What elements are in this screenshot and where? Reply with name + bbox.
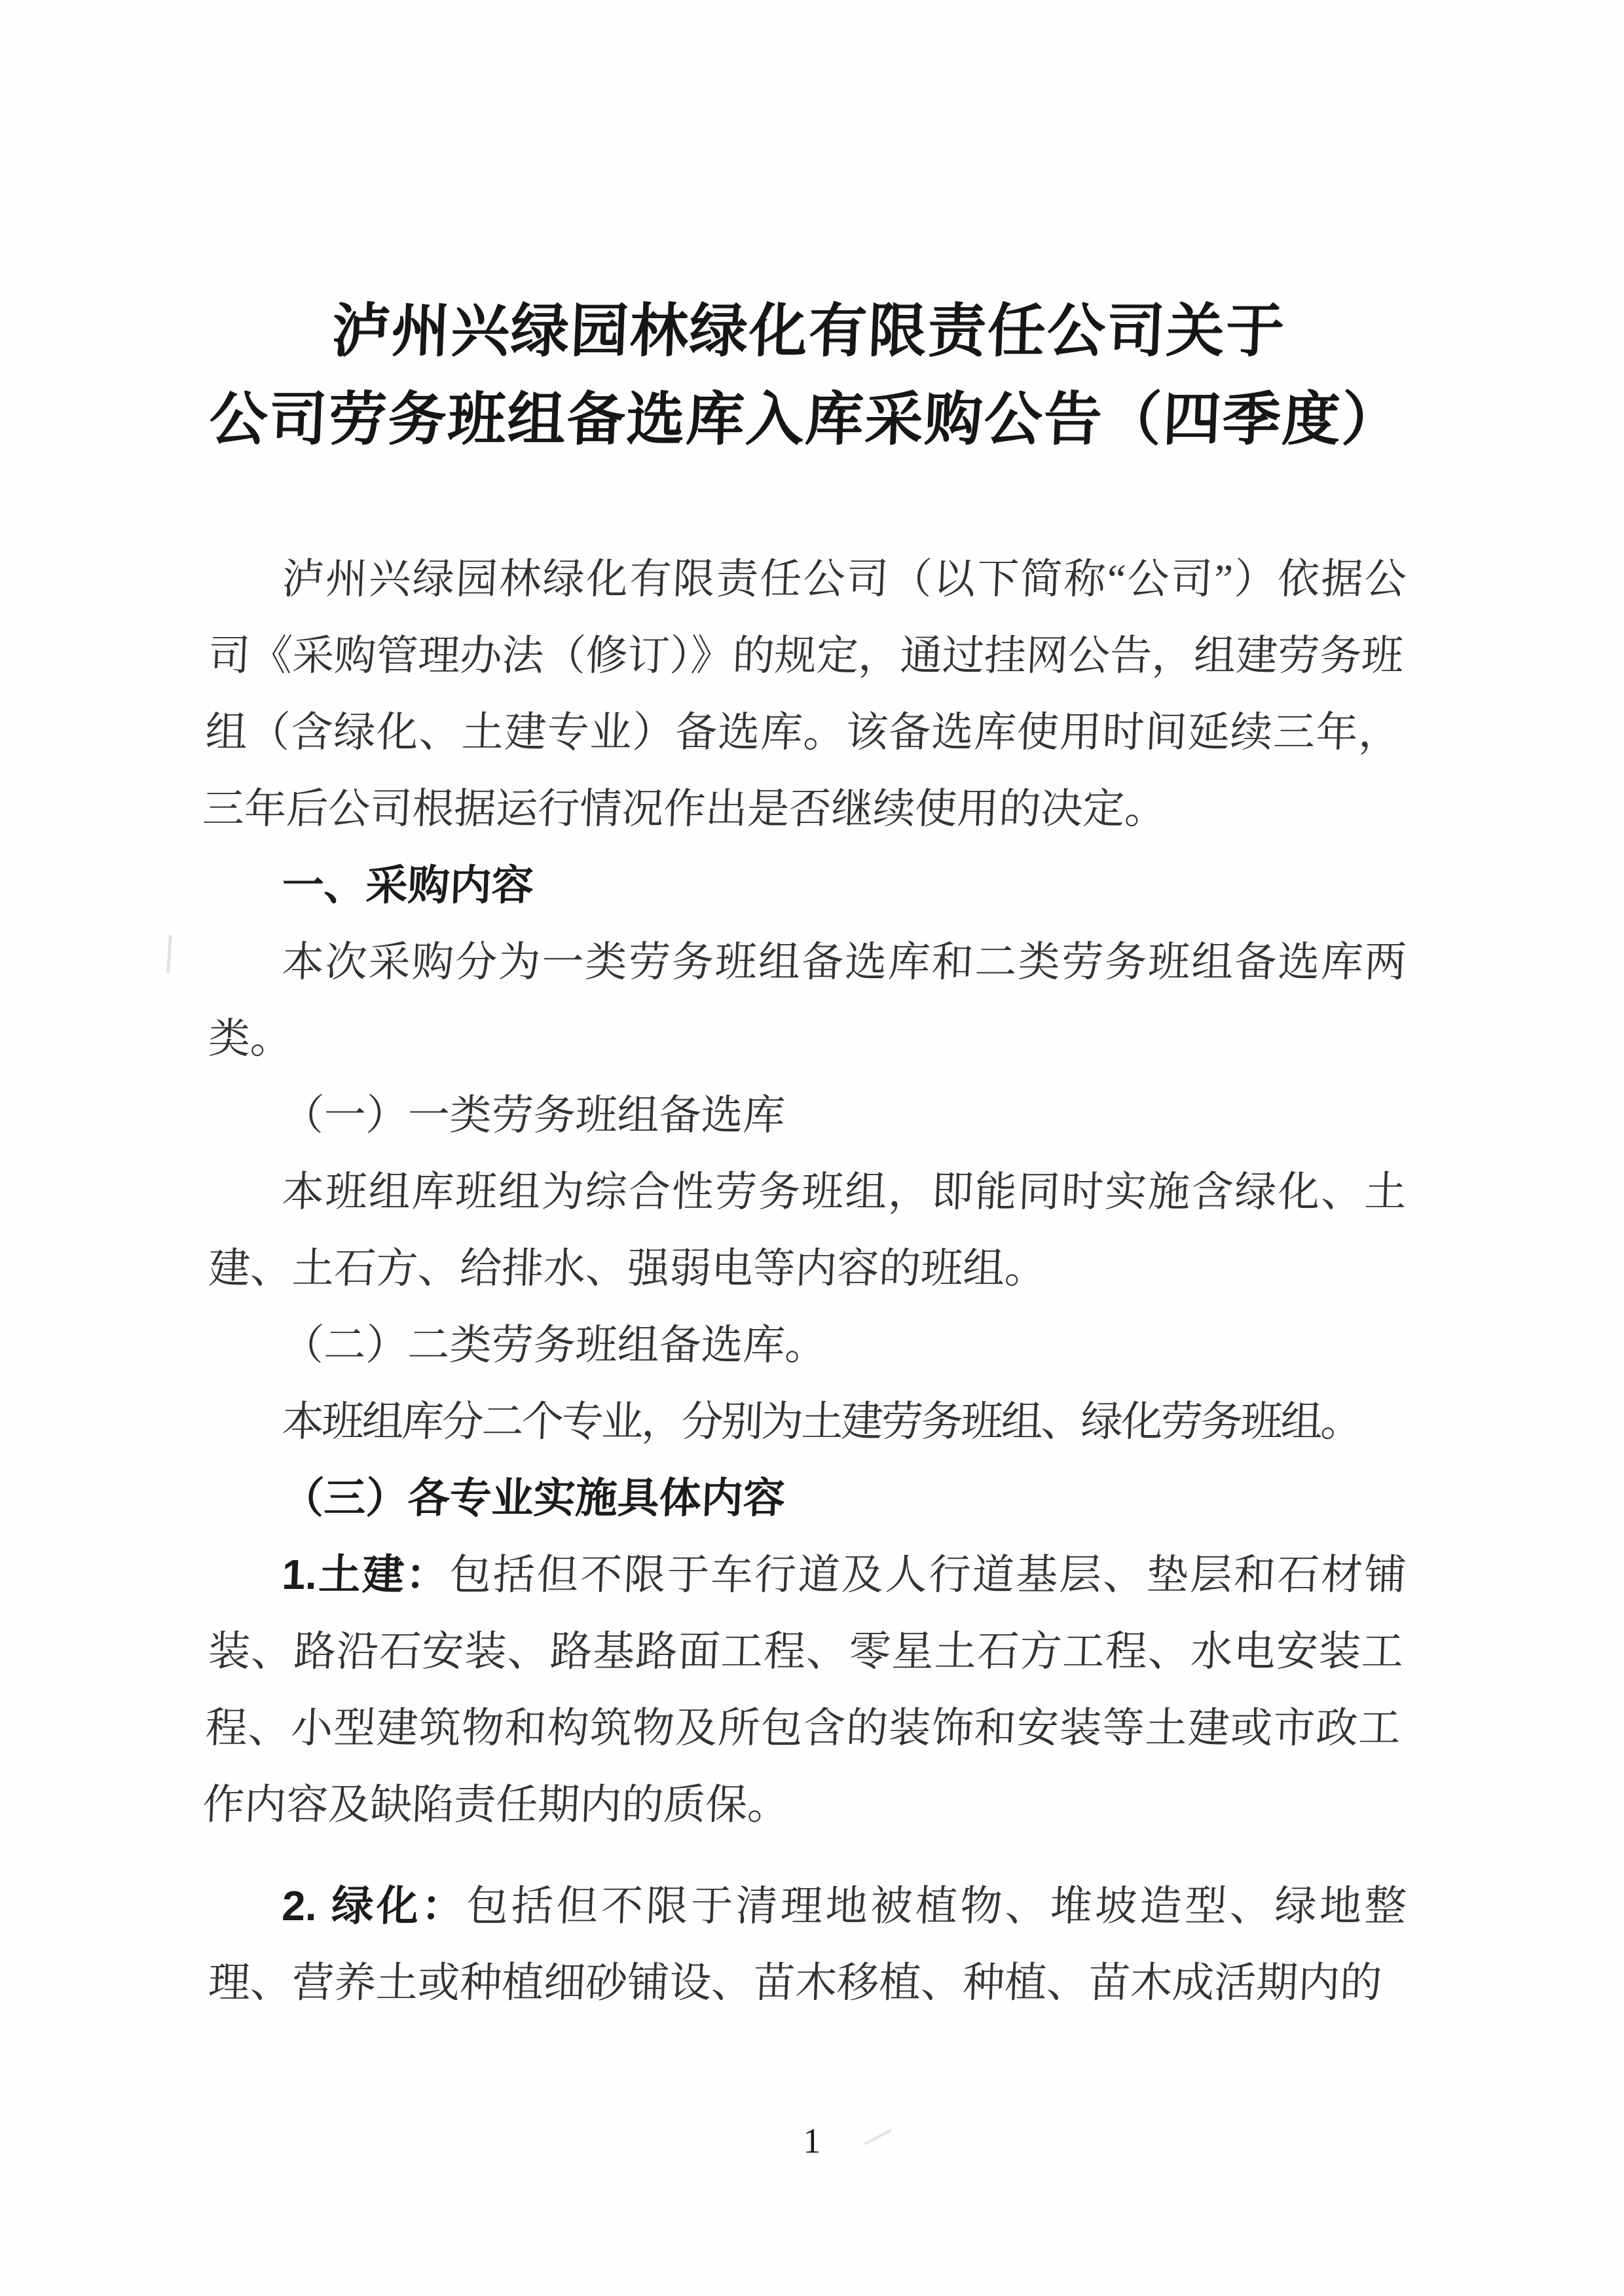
paragraph-class2-description: 本班组库分二个专业，分别为土建劳务班组、绿化劳务班组。 (281, 1398, 1362, 1445)
civil-works-label: 1.土建： (281, 1551, 451, 1598)
scan-artifact (166, 935, 172, 973)
paragraph-civil-works (201, 1537, 1408, 1843)
greening-text: 包括但不限于清理地被植物、堆坡造型、绿地整理、营养土或种植细砂铺设、苗木移植、种植、苗木成活期内的 (207, 1883, 1408, 2006)
section-heading-procurement-content: 一、采购内容 (281, 862, 535, 909)
subsection-heading-class2: （二）二类劳务班组备选库。 (281, 1322, 828, 1368)
paragraph-greening (207, 1868, 1408, 2021)
civil-works-text: 包括但不限于车行道及人行道基层、垫层和石材铺装、路沿石安装、路基路面工程、零星土石方工程、水电安装工程、小型建筑物和构筑物及所包含的装饰和安装等土建或市政工作内容及缺陷责任期内的质保。 (201, 1552, 1408, 1828)
page-number: 1 (803, 2121, 821, 2160)
subsection-heading-specialty-details: （三）各专业实施具体内容 (281, 1474, 786, 1522)
document-title (206, 287, 1408, 464)
title-line-2: 公司劳务班组备选库入库采购公告（四季度） (208, 386, 1403, 452)
paragraph-intro: 泸州兴绿园林绿化有限责任公司（以下简称“公司”）依据公司《采购管理办法（修订）》的规定，通过挂网公告，组建劳务班组（含绿化、土建专业）备选库。该备选库使用时间延续三年，三年后公司根据运行情况作出是否继续使用的决定。 (201, 556, 1408, 832)
greening-label: 2. 绿化： (281, 1882, 468, 1929)
title-line-1: 泸州兴绿园林绿化有限责任公司关于 (331, 298, 1287, 363)
paragraph-two-categories: 本次采购分为一类劳务班组备选库和二类劳务班组备选库两类。 (207, 939, 1408, 1062)
subsection-heading-class1: （一）一类劳务班组备选库 (281, 1092, 786, 1139)
document-body (201, 541, 1408, 2021)
paragraph-class1-description: 本班组库班组为综合性劳务班组，即能同时实施含绿化、土建、土石方、给排水、强弱电等内容的班组。 (207, 1169, 1408, 1292)
